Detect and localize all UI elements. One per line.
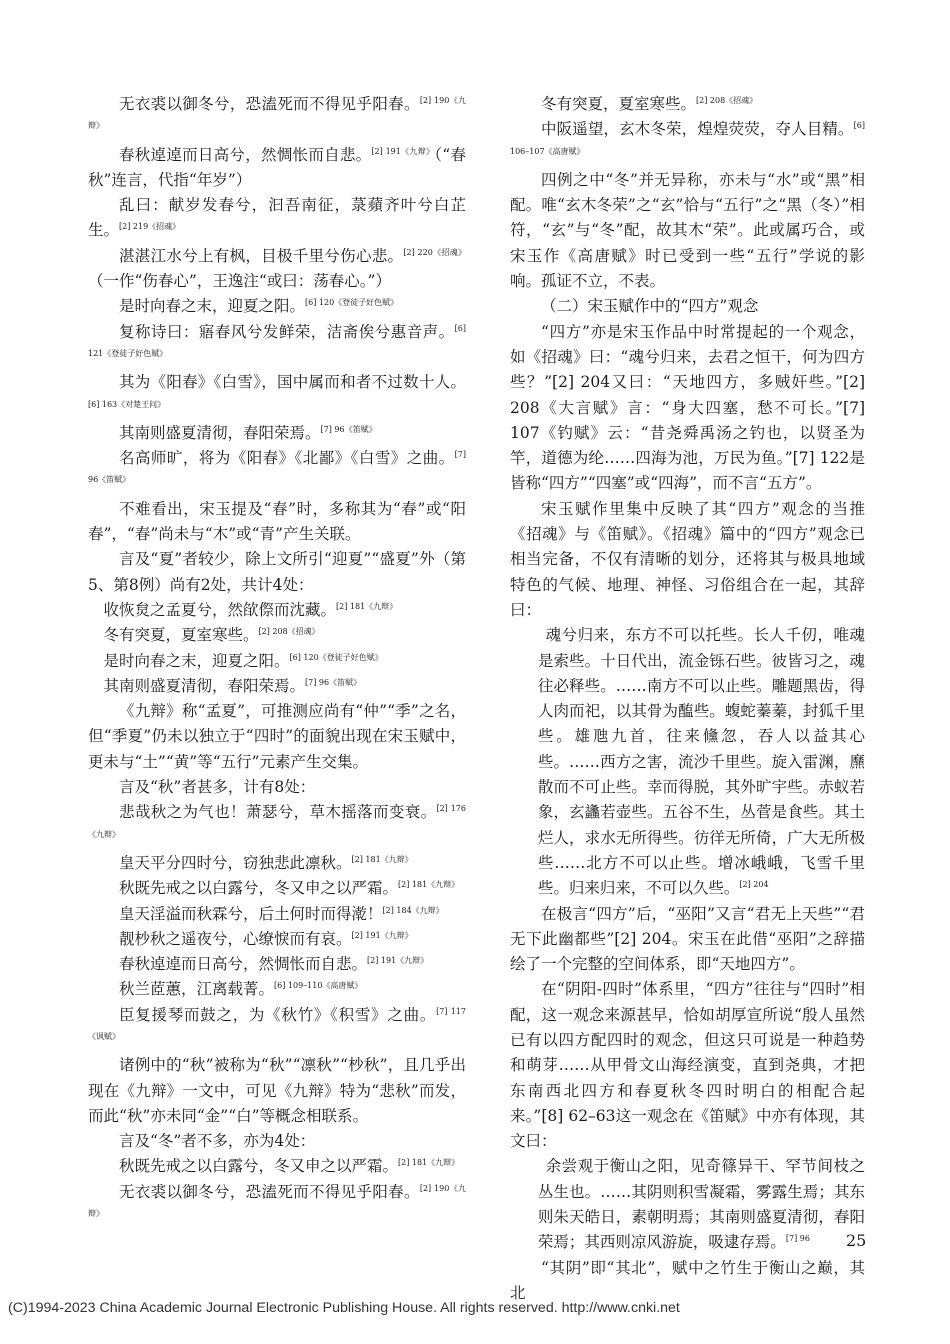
- paragraph: [510, 1256, 865, 1307]
- citation: [6] 163《对楚王问》: [88, 399, 166, 409]
- paragraph: [88, 952, 466, 977]
- paragraph: [88, 320, 466, 371]
- paragraph-text: 宋玉赋作里集中反映了其“四方”观念的当推《招魂》与《笛赋》。《招魂》篇中的“四方”观念已相当完备，不仅有清晰的划分，还将其与极具地域特色的气候、地理、神怪、习俗组合在一起，其辞曰：: [510, 499, 865, 619]
- citation: [2] 191《九辩》: [351, 930, 413, 940]
- paragraph-text: 言及“冬”者不多，亦为4处：: [119, 1132, 316, 1151]
- paragraph: [88, 699, 466, 775]
- paragraph: [88, 497, 466, 548]
- paragraph: [88, 370, 466, 421]
- page-number: 25: [846, 1231, 867, 1250]
- paragraph: [88, 1180, 466, 1231]
- paragraph: [510, 977, 865, 1154]
- paragraph-text: 皇天淫溢而秋霖兮，后土何时而得漧！: [119, 904, 383, 923]
- paragraph: [88, 143, 466, 194]
- citation: [2] 181《九辩》: [398, 880, 460, 890]
- citation: [2] 181《九辩》: [351, 854, 413, 864]
- citation: [2] 191《九辩》: [367, 955, 429, 965]
- paragraph-text: 其南则盛夏清彻，春阳荣焉。: [119, 423, 321, 442]
- citation: [2] 176《九辩》: [88, 804, 466, 839]
- paragraph-text: 无衣裘以御冬兮，恐溘死而不得见乎阳春。: [119, 95, 420, 113]
- paragraph-text: 臣复援琴而鼓之，为《秋竹》《积雪》之曲。: [119, 1005, 437, 1024]
- paragraph-text: “其阴”即“其北”，赋中之竹生于衡山之巅，其北: [510, 1258, 865, 1302]
- citation: [6] 120《登徒子好色赋》: [305, 298, 399, 308]
- paragraph: [88, 446, 466, 497]
- paragraph-text: 不难看出，宋玉提及“春”时，多称其为“春”或“阳春”，“春”尚未与“木”或“青”产生关联。: [88, 499, 466, 544]
- paragraph-text: 湛湛江水兮上有枫，目极千里兮伤心悲。: [119, 246, 404, 265]
- citation: [7] 96《笛赋》: [320, 424, 377, 434]
- annotation: （一作“伤春心”，王逸注“或曰：荡春心。”）: [88, 272, 391, 291]
- paragraph-text: （二）宋玉赋作中的“四方”观念: [541, 297, 759, 316]
- paragraph-text: 靓杪秋之遥夜兮，心缭悷而有哀。: [119, 929, 352, 948]
- paragraph-text: 言及“夏”者较少，除上文所引“迎夏”“盛夏”外（第5、第8例）尚有2处，共计4处：: [88, 550, 466, 594]
- citation: [2] 208《招魂》: [258, 627, 320, 637]
- paragraph: [88, 800, 466, 851]
- paragraph-text: 其南则盛夏清彻，春阳荣焉。: [103, 676, 306, 695]
- paragraph-text: 四例之中“冬”并无异称，亦未与“水”或“黑”相配。唯“玄木冬荣”之“玄”恰与“五行”之“黑（冬）”相符，“玄”与“冬”配，故其木“荣”。此或属巧合，或宋玉作《高唐赋》时已受到一些“五行”学说的影响。孤证不立，不表。: [510, 170, 865, 291]
- citation: [7] 117《讽赋》: [88, 1006, 466, 1041]
- paragraph: [510, 117, 865, 168]
- paragraph: [510, 497, 865, 623]
- citation: [7] 96: [785, 1234, 810, 1244]
- copyright-footer: (C)1994-2023 China Academic Journal Electronic Publishing House. All rights reserved. http://www.cnki.net: [8, 1300, 680, 1316]
- paragraph-text: 春秋逴逴而日高兮，然惆怅而自悲。: [119, 145, 372, 164]
- paragraph-text: 是时向春之末，迎夏之阳。: [103, 651, 290, 670]
- paragraph: [510, 168, 865, 294]
- paragraph: [88, 598, 466, 623]
- paragraph: [88, 623, 466, 648]
- paragraph: [88, 1003, 466, 1054]
- paragraph-text: 冬有突夏，夏室寒些。: [541, 95, 697, 113]
- paragraph-text: 春秋逴逴而日高兮，然惆怅而自悲。: [119, 955, 368, 974]
- paragraph: [88, 977, 466, 1002]
- paragraph: [88, 649, 466, 674]
- paragraph-text: 在极言“四方”后，“巫阳”又言“君无上天些”“君无下此幽都些”[2] 204。宋玉在此借“巫阳”之辞描绘了一个完整的空间体系，即“天地四方”。: [510, 904, 865, 974]
- paragraph: [510, 1154, 865, 1255]
- paragraph: [88, 421, 466, 446]
- paragraph-text: 其为《阳春》《白雪》，国中属而和者不过数十人。: [119, 373, 466, 392]
- paragraph-text: 皇天平分四时兮，窃独悲此凛秋。: [119, 853, 352, 872]
- paragraph: [88, 927, 466, 952]
- paragraph-text: 余尝观于衡山之阳，见奇篠异干、罕节间枝之丛生也。……其阴则积雪凝霜，雾露生焉；其东则朱天皓日，素朝明焉；其南则盛夏清彻，春阳荣焉；其西则凉风游旋，吸逮存焉。: [537, 1157, 865, 1252]
- citation: [6] 120《登徒子好色赋》: [289, 652, 383, 662]
- paragraph-text: 冬有突夏，夏室寒些。: [103, 626, 259, 645]
- citation: [2] 219《招魂》: [119, 222, 181, 232]
- paragraph: [510, 320, 865, 497]
- citation: [2] 204: [739, 880, 769, 890]
- paragraph: [88, 193, 466, 244]
- paragraph-text: 《九辩》称“孟夏”，可推测应尚有“仲”“季”之名，但“季夏”仍未以独立于“四时”的面貌出现在宋玉赋中，更未与“土”“黄”等“五行”元素产生交集。: [88, 702, 466, 771]
- paragraph-text: 复称诗曰：寤春风兮发鲜荣，洁斋俟兮惠音声。: [119, 322, 455, 341]
- paragraph: [88, 294, 466, 319]
- citation: [2] 191《九辩》: [371, 146, 435, 156]
- paragraph: [88, 92, 466, 143]
- paragraph: [88, 1129, 466, 1154]
- citation: [6] 106–107《高唐赋》: [510, 121, 865, 156]
- citation: [7] 96《笛赋》: [88, 450, 466, 485]
- paragraph: [88, 1154, 466, 1179]
- paragraph-text: 在“阴阳-四时”体系里，“四方”往往与“四时”相配，这一观念来源甚早，恰如胡厚宣所说“殷人虽然已有以四方配四时的观念，但这只可说是一种趋势和萌芽……从甲骨文山海经演变，直到尧典，才把东南西北四方和春夏秋冬四时明白的相配合起来。”[8] 62–63这一观念在《笛赋》中亦有体现，其文曰：: [510, 980, 865, 1151]
- citation: [6] 109–110《高唐赋》: [274, 981, 363, 991]
- citation: [7] 96《笛赋》: [305, 677, 362, 687]
- paragraph-text: 秋既先戒之以白露兮，冬又申之以严霜。: [119, 879, 399, 898]
- paragraph-text: 收恢炱之孟夏兮，然欿傺而沈藏。: [103, 600, 337, 619]
- paragraph: [88, 851, 466, 876]
- citation: [6] 121《登徒子好色赋》: [88, 323, 466, 358]
- citation: [2] 208《招魂》: [696, 95, 758, 105]
- paragraph: [88, 876, 466, 901]
- paragraph-text: 是时向春之末，迎夏之阳。: [119, 297, 306, 316]
- paragraph: [88, 674, 466, 699]
- paragraph: [510, 92, 865, 117]
- citation: [2] 181《九辩》: [336, 601, 398, 611]
- paragraph-text: 名高师旷，将为《阳春》《北鄙》《白雪》之曲。: [119, 449, 455, 468]
- paragraph-text: 悲哉秋之为气也！萧瑟兮，草木摇落而变衰。: [119, 803, 437, 822]
- paragraph: [510, 902, 865, 978]
- citation: [2] 190《九辩》: [88, 1183, 466, 1218]
- paragraph-text: “四方”亦是宋玉作品中时常提起的一个观念，如《招魂》曰：“魂兮归来，去君之恒干，何为四方些？”[2] 204又曰：“天地四方，多贼奸些。”[2] 208《大言赋》言：“身大四塞，愁不可长。”[7] 107《钓赋》云：“昔尧舜禹汤之钓也，以贤圣为竿，道德为纶……四海为池，万民为鱼。”[7] 122是皆称“四方”“四塞”或“四海”，而不言“五方”。: [510, 322, 865, 493]
- left-column: [88, 92, 466, 1230]
- paragraph-text: 中阪遥望，玄木冬荣，煌煌荧荧，夺人目精。: [541, 120, 854, 139]
- paragraph-text: 魂兮归来，东方不可以托些。长人千仞，唯魂是索些。十日代出，流金铄石些。彼皆习之，魂往必释些。……南方不可以止些。雕题黑齿，得人肉而祀，以其骨为醢些。蝮蛇蓁蓁，封狐千里些。雄虺九首，往来儵忽，吞人以益其心些。……西方之害，流沙千里些。旋入雷渊，爢散而不可止些。幸而得脱，其外旷宇些。赤蚁若象，玄蠭若壶些。五谷不生，丛菅是食些。其土烂人，求水无所得些。彷徉无所倚，广大无所极些……北方不可以止些。增冰峨峨，飞雪千里些。归来归来，不可以久些。: [537, 626, 865, 898]
- paragraph: [88, 244, 466, 295]
- paragraph: [88, 547, 466, 598]
- paragraph-text: 乱曰：献岁发春兮，汩吾南征，菉蘋齐叶兮白芷生。: [88, 196, 466, 240]
- annotation: （“春秋”连言，代指“年岁”）: [88, 145, 466, 189]
- citation: [2] 184《九辩》: [382, 905, 444, 915]
- paragraph-text: 无衣裘以御冬兮，恐溘死而不得见乎阳春。: [119, 1182, 420, 1201]
- paragraph: [510, 294, 865, 319]
- paragraph-text: 诸例中的“秋”被称为“秋”“凛秋”“杪秋”，且几乎出现在《九辩》一文中，可见《九辩》特为“悲秋”而发，而此“秋”亦未同“金”“白”等概念相联系。: [88, 1056, 466, 1125]
- paragraph-text: 秋兰茝蕙，江离载菁。: [119, 980, 275, 999]
- right-column: [510, 92, 865, 1306]
- paragraph: [88, 902, 466, 927]
- citation: [2] 220《招魂》: [403, 247, 466, 257]
- paragraph-text: 言及“秋”者甚多，计有8处：: [119, 778, 316, 797]
- paragraph: [88, 775, 466, 800]
- citation: [2] 190《九辩》: [88, 95, 466, 131]
- paragraph: [88, 1053, 466, 1129]
- paragraph: [510, 623, 865, 901]
- citation: [2] 181《九辩》: [398, 1158, 460, 1168]
- paragraph-text: 秋既先戒之以白露兮，冬又申之以严霜。: [119, 1157, 399, 1176]
